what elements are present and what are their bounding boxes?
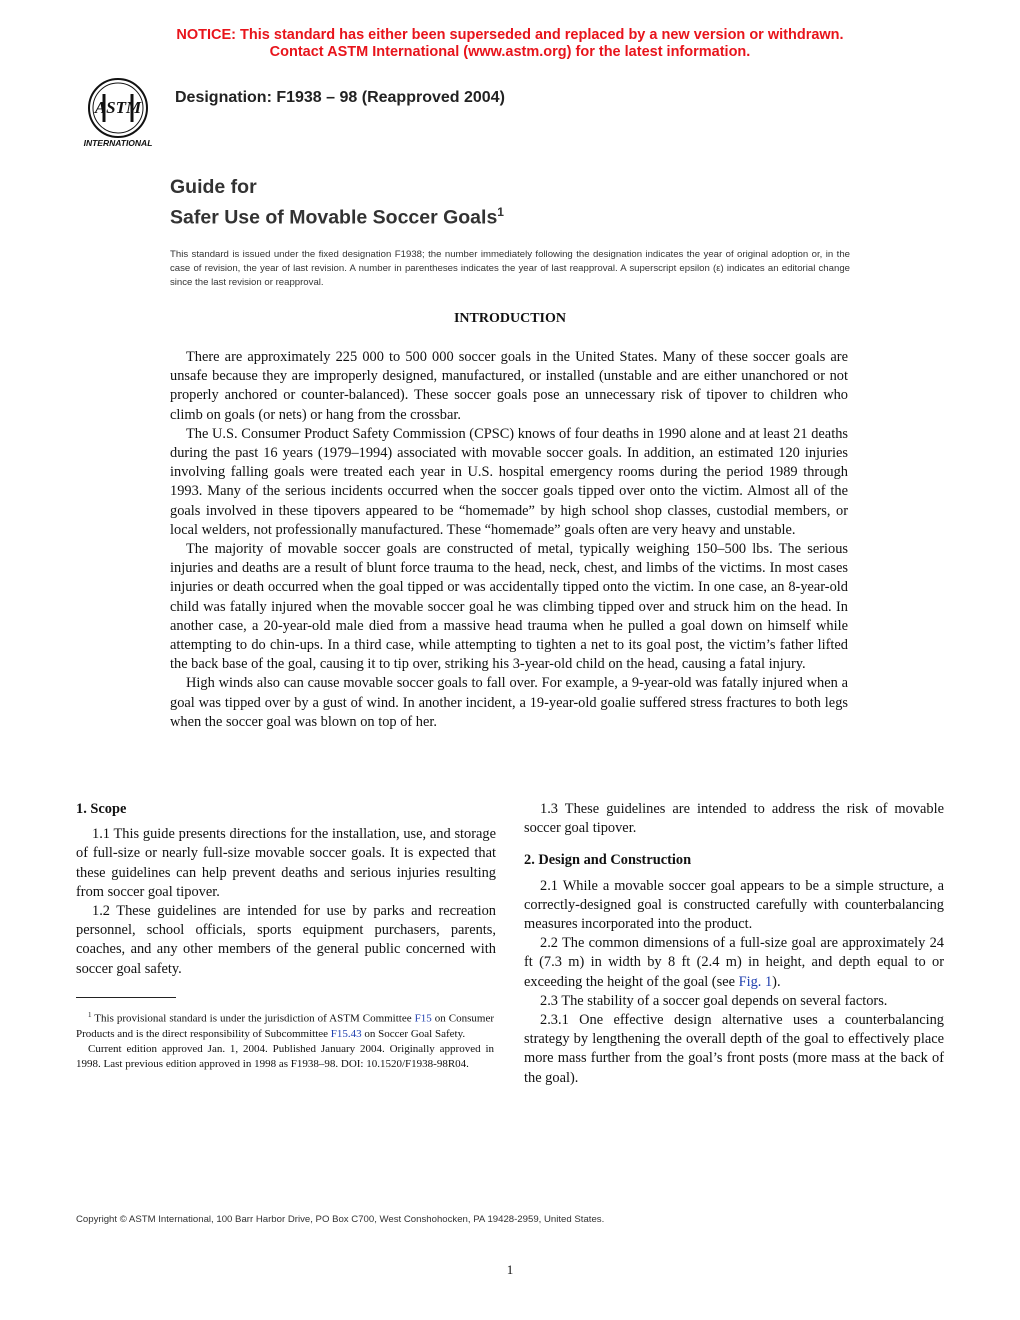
- footnote-text: This provisional standard is under the jurisdiction of ASTM Committee: [91, 1012, 415, 1025]
- astm-logo: [74, 74, 162, 150]
- footnote-mark: 1: [88, 1011, 92, 1019]
- introduction-body: [170, 348, 848, 732]
- intro-paragraph: The majority of movable soccer goals are constructed of metal, typically weighing 150–500 lbs. The serious injuries and deaths are a result of blunt force trauma to the head, neck, chest, and limbs of the victims. In most cases injuries or death occurred when the goal tipped or was accidentally tipped onto the victim. In one case, an 8-year-old child was fatally injured when the movable soccer goal he was climbing tipped over and struck him on the head. In another case, a 20-year-old male died from a massive head trauma when he pulled a goal down on himself while attempting to do chin-ups. In a third case, while attempting to tighten a net to its goal post, the victim’s father lifted the back base of the goal, causing it to tip over, striking his 3-year-old child on the head, causing a fatal injury.: [170, 541, 848, 673]
- section-1-1: 1.1 This guide presents directions for the installation, use, and storage of full-size or nearly full-size movable soccer goals. It is expected that these guidelines can help prevent deaths and serious injuries resulting from soccer goal tipover.: [76, 826, 496, 900]
- supersede-notice: [0, 27, 1020, 61]
- section-2-1: 2.1 While a movable soccer goal appears to be a simple structure, a correctly-designed goal is constructed carefully with counterbalancing measures incorporated into the product.: [524, 877, 944, 933]
- document-title: [170, 175, 504, 231]
- logo-subtitle: INTERNATIONAL: [83, 138, 153, 148]
- copyright: Copyright © ASTM International, 100 Barr Harbor Drive, PO Box C700, West Conshohocken, PA 19428-2959, United States.: [76, 1214, 605, 1225]
- design-heading: 2. Design and Construction: [524, 852, 692, 869]
- intro-paragraph: The U.S. Consumer Product Safety Commission (CPSC) knows of four deaths in 1990 alone and at least 21 deaths during the past 16 years (1979–1994) associated with movable soccer goals. In addition, an estimated 120 injuries involving falling goals were treated each year in U.S. hospital emergency rooms during the period 1989 through 1993. Many of the serious incidents occurred when the soccer goals tipped over onto the victim. Almost all of the goals involved in these tipovers appeared to be “homemade” by high school shop classes, custodial members, or local welders, not professionally manufactured. These “homemade” goals often are very heavy and unstable.: [170, 425, 848, 538]
- standard-note-text: This standard is issued under the fixed designation F1938; the number immediately following the designation indicates the year of original adoption or, in the case of revision, the year of last revision. A number in parentheses indicates the year of last reapproval. A superscript epsilon (ε) indicates an editorial change since the last revision or reapproval.: [170, 249, 850, 288]
- notice-line-2: Contact ASTM International (www.astm.org) for the latest information.: [269, 44, 751, 60]
- subcommittee-link[interactable]: F15.43: [330, 1027, 362, 1040]
- section-1-3: 1.3 These guidelines are intended to address the risk of movable soccer goal tipover.: [524, 801, 944, 837]
- scope-heading: 1. Scope: [76, 801, 127, 817]
- standard-note: [170, 248, 850, 290]
- title-line-1: Guide for: [170, 176, 257, 198]
- committee-link[interactable]: F15: [414, 1012, 432, 1025]
- introduction-heading: INTRODUCTION: [453, 311, 566, 326]
- section-2-3: 2.3 The stability of a soccer goal depends on several factors.: [540, 992, 888, 1009]
- title-text: Safer Use of Movable Soccer Goals: [170, 206, 498, 229]
- footnote-jurisdiction: [76, 1008, 494, 1042]
- designation: Designation: F1938 – 98 (Reapproved 2004): [175, 89, 505, 106]
- section-2-2-end: ).: [772, 973, 781, 990]
- section-2-2: [524, 934, 944, 992]
- page-number: 1: [506, 1262, 514, 1277]
- section-2-3-1: 2.3.1 One effective design alternative uses a counterbalancing strategy by lengthening the overall depth of the goal to effectively place more mass further from the goal’s front posts (more mass at the back of the goal).: [524, 1012, 944, 1086]
- footnote-text: on Soccer Goal Safety.: [361, 1027, 466, 1040]
- section-1-2: 1.2 These guidelines are intended for use by parks and recreation personnel, school officials, sports equipment purchasers, parents, coaches, and any other members of the general public concerned with soccer goal safety.: [76, 903, 496, 977]
- intro-paragraph: There are approximately 225 000 to 500 000 soccer goals in the United States. Many of these soccer goals are unsafe because they are improperly designed, manufactured, or installed (unstable and are either unanchored or not properly anchored or counter-balanced). These soccer goals pose an unnecessary risk of tipover to children who climb on goals (or nets) or hang from the crossbar.: [170, 349, 848, 423]
- footnote-edition: Current edition approved Jan. 1, 2004. Published January 2004. Originally approved in 1998. Last previous edition approved in 1998 as F1938–98. DOI: 10.1520/F1938-98R04.: [76, 1042, 494, 1070]
- section-2-2-text: 2.2 The common dimensions of a full-size goal are approximately 24 ft (7.3 m) in width by 8 ft (2.4 m) in height, and depth equal to or exceeding the height of the goal (see: [524, 935, 944, 990]
- intro-paragraph: High winds also can cause movable soccer goals to fall over. For example, a 9-year-old was fatally injured when a goal was tipped over by a gust of wind. In another incident, a 19-year-old goalie suffered stress fractures to both legs when the soccer goal was blown on top of her.: [170, 675, 848, 730]
- figure-1-link[interactable]: Fig. 1: [738, 973, 773, 990]
- footnote-text: on Consumer Products and is the direct responsibility of Subcommittee: [76, 1012, 494, 1040]
- footnote-divider: [76, 997, 176, 998]
- notice-line-1: NOTICE: This standard has either been superseded and replaced by a new version or withdrawn.: [176, 27, 844, 43]
- title-footnote-mark: 1: [497, 205, 504, 219]
- footnote: [76, 1008, 494, 1072]
- logo-mark-text: ASTM: [94, 98, 142, 117]
- left-column: [76, 800, 496, 979]
- title-line-2: [170, 200, 504, 231]
- right-column: [524, 800, 944, 1088]
